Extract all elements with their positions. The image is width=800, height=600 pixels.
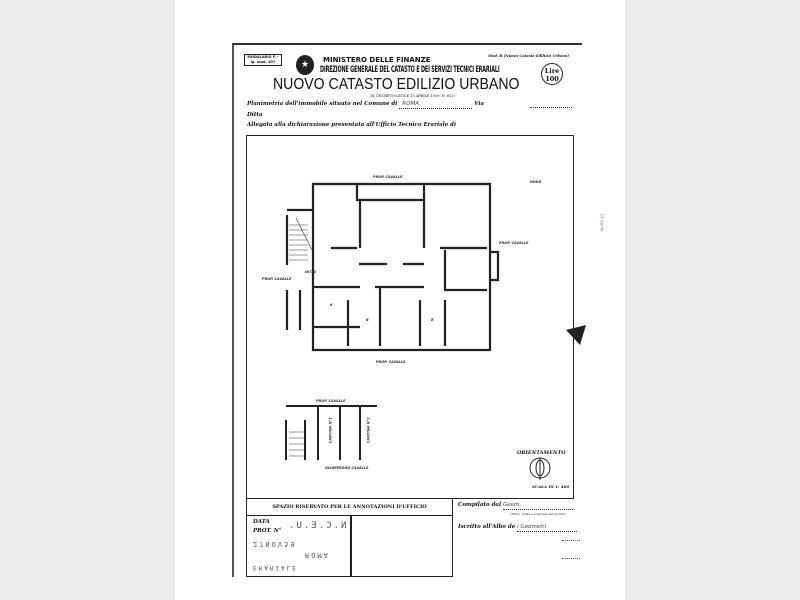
plan-label-right: PROP. CAVALLE — [499, 241, 529, 245]
scale-label: SCALA DI 1: 400 — [532, 484, 570, 489]
model-label: Mod. B (Nuovo Catasto Edilizio Urbano) — [488, 54, 569, 58]
north-label: NORD — [530, 180, 542, 184]
comune-value: ROMA — [399, 101, 472, 109]
balcony — [490, 252, 498, 280]
wall — [313, 184, 487, 346]
compass — [530, 458, 550, 480]
outer-wall — [313, 184, 490, 350]
orientation-label: ORIENTAMENTO — [517, 450, 566, 456]
planimetria-label: Planimetria dell'immobile situato nel Comune di — [247, 101, 398, 107]
stamp-date: 27NOV59 — [253, 540, 297, 548]
prot-label: PROT. N° — [253, 528, 282, 534]
stamp-city: ROMA — [305, 551, 330, 559]
stamp-nceu: N.C.E.U. — [287, 521, 347, 531]
data-label: DATA — [253, 519, 270, 525]
stamp-erariale: ERARIALE — [253, 564, 298, 571]
ditta-label: Ditta — [247, 112, 263, 118]
iscritto-value: i Geometri — [517, 524, 577, 532]
plan-label-left: PROP. CAVALLE — [262, 277, 292, 281]
direction-name: DIREZIONE GENERALE DEL CATASTO E DEI SERVIZI TECNICI ERARIALI — [320, 65, 500, 75]
office-title: SPAZIO RISERVATO PER LE ANNOTAZIONI D'UFFICIO — [247, 499, 452, 516]
compilato-hint: (Titolo, nome e cognome del tecnico) — [510, 512, 567, 516]
cantina-2-label: CANTINA N°2 — [366, 417, 371, 444]
stairs — [289, 218, 312, 260]
cellar-label-bottom: DISIMPEGNO CAVALLE — [325, 466, 369, 470]
document-title: NUOVO CATASTO EDILIZIO URBANO — [273, 76, 520, 93]
price-value: 100 — [545, 75, 559, 83]
compilato-line — [458, 502, 573, 510]
ministry-name: MINISTERO DELLE FINANZE — [323, 56, 431, 64]
unit-label: INT. 2 — [305, 270, 317, 274]
plan-label-top: PROP. CAVALLE — [373, 175, 403, 179]
room-bath-2: B — [431, 318, 434, 322]
side-annotation: 10 aprile — [599, 213, 605, 232]
via-label: Via — [474, 101, 485, 107]
iscritto-label: Iscritto all'Albo de — [458, 524, 516, 530]
iscritto-line — [458, 524, 577, 532]
modulario-box: MODULARIO F. - Ig. mod. 497 — [244, 54, 282, 66]
room-k: K — [330, 303, 333, 307]
compilato-value: Geom. — [503, 502, 573, 510]
allegata-label: Allegata alla dichiarazione presentata all'Ufficio Tecnico Erariale di — [247, 122, 457, 128]
decree-reference: (R. DECRETO-LEGGE 13 APRILE 1939, N. 652) — [370, 94, 455, 98]
cantina-1-label: CANTINA N°1 — [328, 417, 333, 444]
office-annotations-box — [246, 498, 453, 577]
compilato-label: Compilato dal — [458, 502, 502, 508]
cellar-stairs — [289, 432, 305, 456]
cellar-label-top: PROP. CAVALLE — [316, 399, 346, 403]
republic-emblem-icon: ★ — [296, 55, 314, 75]
plan-label-bottom: PROP. CAVALLE — [376, 360, 406, 364]
room-bath-1: B — [366, 318, 369, 322]
price-label: Lire — [544, 67, 560, 75]
edge-mark — [566, 325, 586, 345]
